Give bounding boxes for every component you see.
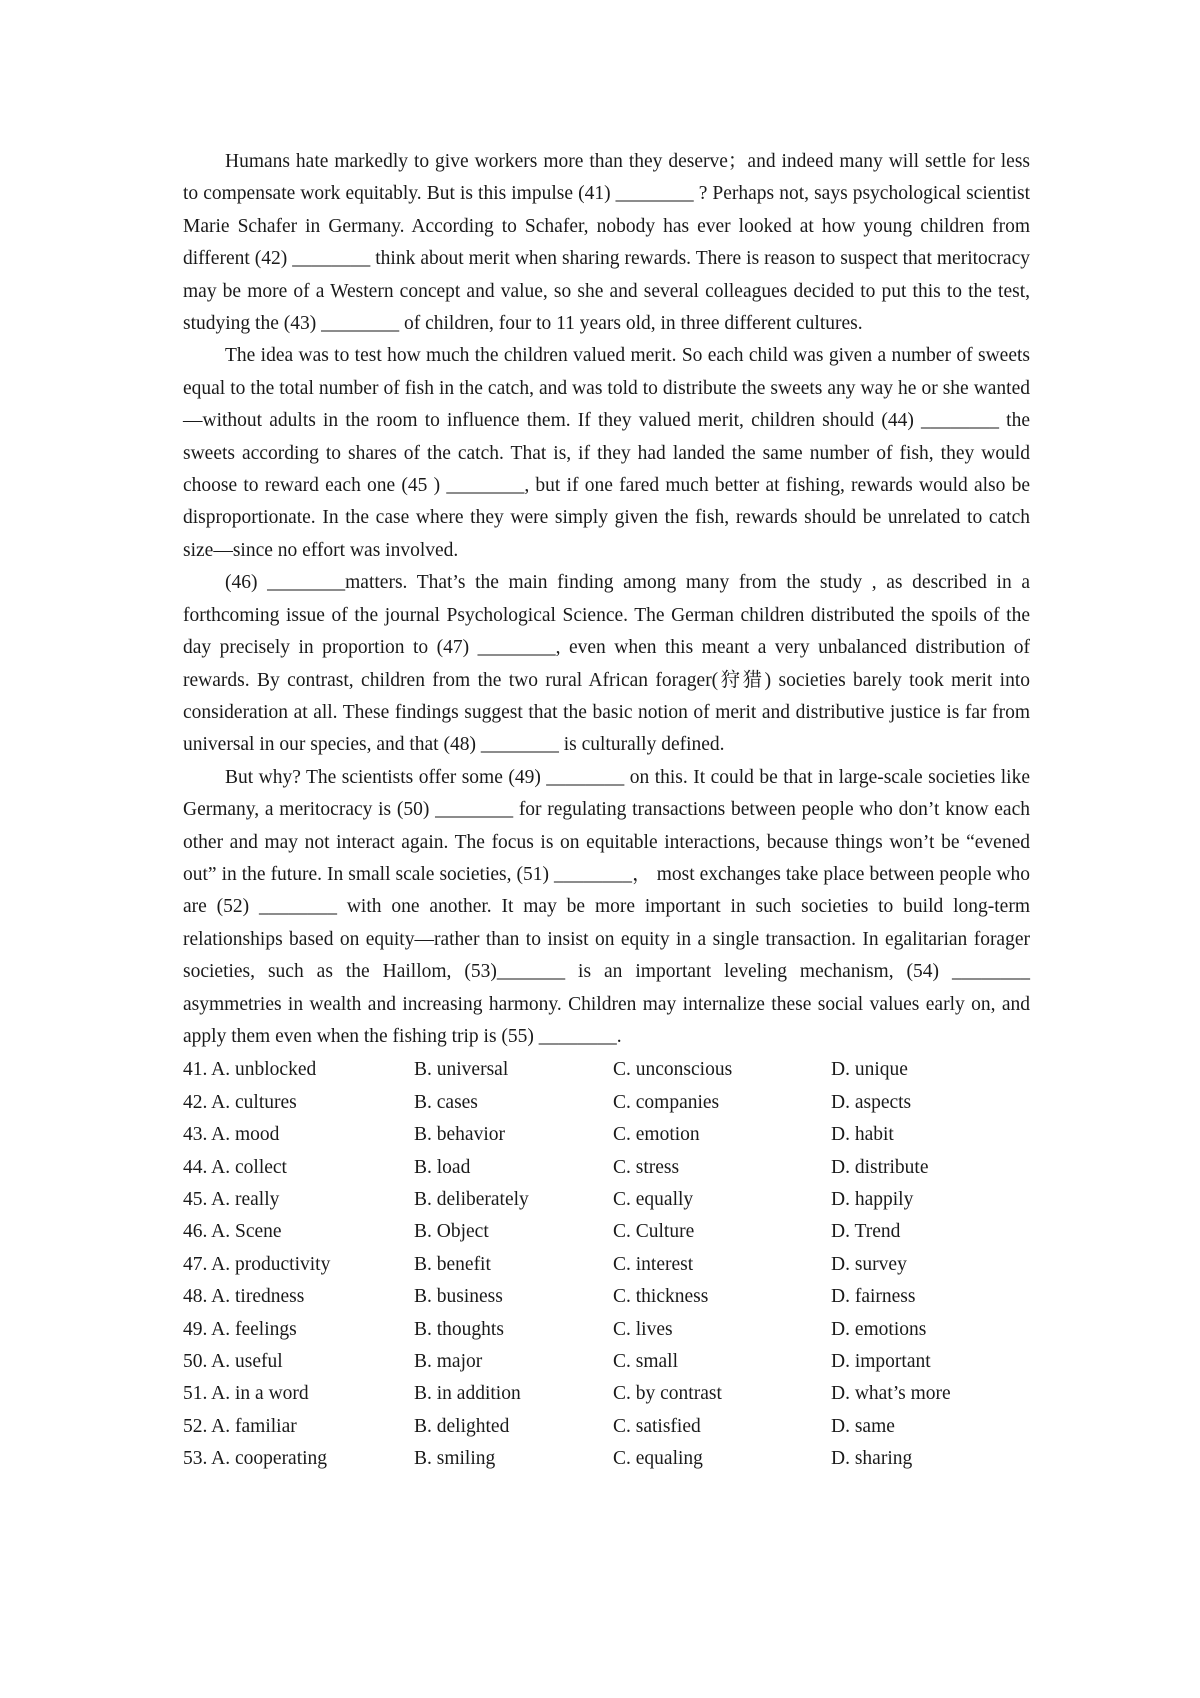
option-row — [183, 1087, 1030, 1119]
option-choice: D. aspects — [831, 1091, 912, 1113]
option-choice: 51. A. in a word — [183, 1383, 309, 1405]
option-choice: 45. A. really — [183, 1188, 280, 1210]
option-choice: B. in addition — [414, 1383, 521, 1405]
option-choice: C. by contrast — [613, 1383, 722, 1405]
option-choice: B. benefit — [414, 1253, 491, 1275]
option-row — [183, 1281, 1030, 1313]
option-choice: D. emotions — [831, 1318, 927, 1340]
option-choice: C. equaling — [613, 1448, 703, 1470]
option-choice: B. load — [414, 1156, 471, 1178]
option-choice: 50. A. useful — [183, 1350, 283, 1372]
option-choice: 47. A. productivity — [183, 1253, 331, 1275]
option-choice: C. Culture — [613, 1221, 695, 1243]
option-choice: C. companies — [613, 1091, 720, 1113]
option-choice: D. Trend — [831, 1221, 901, 1243]
option-choice: 48. A. tiredness — [183, 1286, 305, 1308]
option-choice: D. what’s more — [831, 1383, 951, 1405]
option-choice: B. smiling — [414, 1448, 496, 1470]
option-choice: C. interest — [613, 1253, 694, 1275]
option-choice: D. important — [831, 1350, 931, 1372]
option-choice: D. habit — [831, 1124, 894, 1146]
option-row — [183, 1184, 1030, 1216]
option-choice: 44. A. collect — [183, 1156, 287, 1178]
option-choice: D. distribute — [831, 1156, 929, 1178]
option-choice: B. universal — [414, 1059, 509, 1081]
option-choice: B. behavior — [414, 1124, 505, 1146]
option-choice: B. delighted — [414, 1415, 510, 1437]
option-choice: B. business — [414, 1286, 503, 1308]
option-row — [183, 1152, 1030, 1184]
option-choice: B. cases — [414, 1091, 478, 1113]
option-choice: B. deliberately — [414, 1188, 529, 1210]
answer-options — [183, 1054, 1030, 1475]
option-choice: 49. A. feelings — [183, 1318, 297, 1340]
option-choice: 53. A. cooperating — [183, 1448, 328, 1470]
option-choice: D. sharing — [831, 1448, 913, 1470]
option-choice: D. happily — [831, 1188, 914, 1210]
option-row — [183, 1411, 1030, 1443]
option-choice: 43. A. mood — [183, 1124, 280, 1146]
option-choice: C. lives — [613, 1318, 673, 1340]
option-row — [183, 1216, 1030, 1248]
option-choice: C. small — [613, 1350, 679, 1372]
option-choice: D. unique — [831, 1059, 908, 1081]
option-row — [183, 1054, 1030, 1086]
option-choice: D. same — [831, 1415, 895, 1437]
option-row — [183, 1378, 1030, 1410]
paragraph-3: (46) ________matters. That’s the main finding among many from the study , as described in a forthcoming issue of the journal Psychological Science. The German children distributed the spoils of the day precisely in proportion to (47) ________, even when this meant a very unbalanced distribution of rewards. By contrast, children from the two rural African forager(狩猎) societies barely took merit into consideration at all. These findings suggest that the basic notion of merit and distributive justice is far from universal in our species, and that (48) ________ is culturally defined. — [183, 572, 1030, 756]
option-choice: 46. A. Scene — [183, 1221, 282, 1243]
option-choice: C. emotion — [613, 1124, 700, 1146]
paragraph-1: Humans hate markedly to give workers more than they deserve；and indeed many will settle for less to compensate work equitably. But is this impulse (41) ________ ? Perhaps not, says psychological scientist Marie Schafer in Germany. According to Schafer, nobody has ever looked at how young children from different (42) ________ think about merit when sharing rewards. There is reason to suspect that meritocracy may be more of a Western concept and value, so she and several colleagues decided to put this to the test, studying the (43) ________ of children, four to 11 years old, in three different cultures. — [183, 151, 1030, 335]
option-row — [183, 1443, 1030, 1475]
option-choice: 42. A. cultures — [183, 1091, 297, 1113]
option-row — [183, 1346, 1030, 1378]
option-choice: C. thickness — [613, 1286, 709, 1308]
option-choice: B. thoughts — [414, 1318, 504, 1340]
option-choice: B. Object — [414, 1221, 489, 1243]
paragraph-2: The idea was to test how much the children valued merit. So each child was given a number of sweets equal to the total number of fish in the catch, and was told to distribute the sweets any way he or she wanted—without adults in the room to influence them. If they valued merit, children should (44) ________ the sweets according to shares of the catch. That is, if they had landed the same number of fish, they would choose to reward each one (45 ) ________, but if one fared much better at fishing, rewards would also be disproportionate. In the case where they were simply given the fish, rewards should be unrelated to catch size—since no effort was involved. — [183, 345, 1030, 561]
option-choice: B. major — [414, 1350, 483, 1372]
option-choice: C. unconscious — [613, 1059, 733, 1081]
option-choice: 41. A. unblocked — [183, 1059, 317, 1081]
cloze-passage — [183, 146, 1030, 1053]
option-choice: D. survey — [831, 1253, 907, 1275]
exam-page — [183, 146, 1030, 1475]
option-choice: C. stress — [613, 1156, 680, 1178]
option-choice: D. fairness — [831, 1286, 916, 1308]
option-row — [183, 1314, 1030, 1346]
option-choice: 52. A. familiar — [183, 1415, 297, 1437]
option-choice: C. satisfied — [613, 1415, 701, 1437]
paragraph-4: But why? The scientists offer some (49) ________ on this. It could be that in large-scale societies like Germany, a meritocracy is (50) ________ for regulating transactions between people who don’t know each other and may not interact again. The focus is on equitable interactions, because things won’t be “evened out” in the future. In small scale societies, (51) ________， most exchanges take place between people who are (52) ________ with one another. It may be more important in such societies to build long-term relationships based on equity—rather than to insist on equity in a single transaction. In egalitarian forager societies, such as the Haillom, (53)_______ is an important leveling mechanism, (54) ________ asymmetries in wealth and increasing harmony. Children may internalize these social values early on, and apply them even when the fishing trip is (55) ________. — [183, 766, 1030, 1047]
option-row — [183, 1119, 1030, 1151]
option-row — [183, 1249, 1030, 1281]
option-choice: C. equally — [613, 1188, 694, 1210]
